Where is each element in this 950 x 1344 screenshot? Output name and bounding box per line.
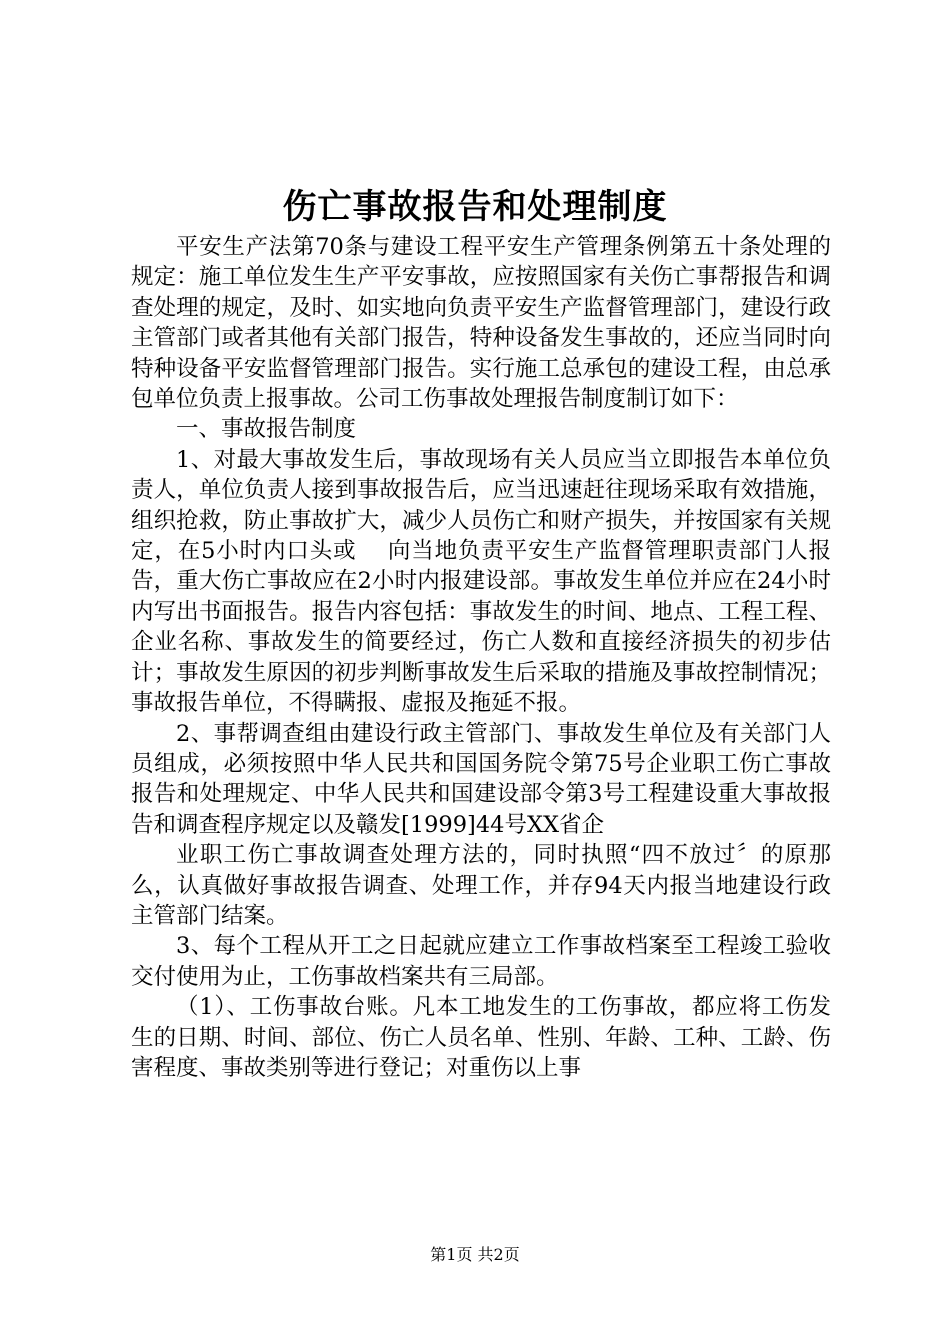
paragraph-subitem-1: （1）、工伤事故台账。凡本工地发生的工伤事故，都应将工伤发生的日期、时间、部位、伤亡人员名单、性别、年龄、工种、工龄、伤害程度、事故类别等进行登记；对重伤以上事 (131, 994, 831, 1081)
paragraph-item-3: 3、每个工程从开工之日起就应建立工作事故档案至工程竣工验收交付使用为止，工伤事故档案共有三局部。 (131, 933, 831, 990)
paragraph-item-2-continued: 业职工伤亡事故调查处理方法的，同时执照“四不放过〞的原那么，认真做好事故报告调查、处理工作，并存94天内报当地建设行政主管部门结案。 (131, 842, 831, 929)
document-body (131, 232, 831, 1083)
document-title: 伤亡事故报告和处理制度 (282, 187, 668, 227)
section-heading: 一、事故报告制度 (176, 416, 357, 443)
paragraph-item-1: 1、对最大事故发生后，事故现场有关人员应当立即报告本单位负责人，单位负责人接到事故报告后，应当迅速赶往现场采取有效措施，组织抢救，防止事故扩大，减少人员伤亡和财产损失，并按国家有关规定，在5小时内口头或 向当地负责平安生产监督管理职责部门人报告，重大伤亡事故应在2小时内报建设部。事故发生单位并应在24小时内写出书面报告。报告内容包括：事故发生的时间、地点、工程工程、企业名称、事故发生的简要经过，伤亡人数和直接经济损失的初步估计；事故发生原因的初步判断事故发生后采取的措施及事故控制情况；事故报告单位，不得瞒报、虚报及拖延不报。 (131, 446, 831, 717)
page-number-footer: 第1页 共2页 (430, 1245, 520, 1264)
intro-paragraph: 平安生产法第70条与建设工程平安生产管理条例第五十条处理的规定：施工单位发生生产平安事故，应按照国家有关伤亡事帮报告和调查处理的规定，及时、如实地向负责平安生产监督管理部门，建设行政主管部门或者其他有关部门报告，特种设备发生事故的，还应当同时向特种设备平安监督管理部门报告。实行施工总承包的建设工程，由总承包单位负责上报事故。公司工伤事故处理报告制度制订如下： (131, 234, 831, 413)
paragraph-item-2: 2、事帮调查组由建设行政主管部门、事故发生单位及有关部门人员组成，必须按照中华人民共和国国务院令第75号企业职工伤亡事故报告和处理规定、中华人民共和国建设部令第3号工程建设重大事故报告和调查程序规定以及赣发[1999]44号XX省企 (131, 720, 831, 838)
